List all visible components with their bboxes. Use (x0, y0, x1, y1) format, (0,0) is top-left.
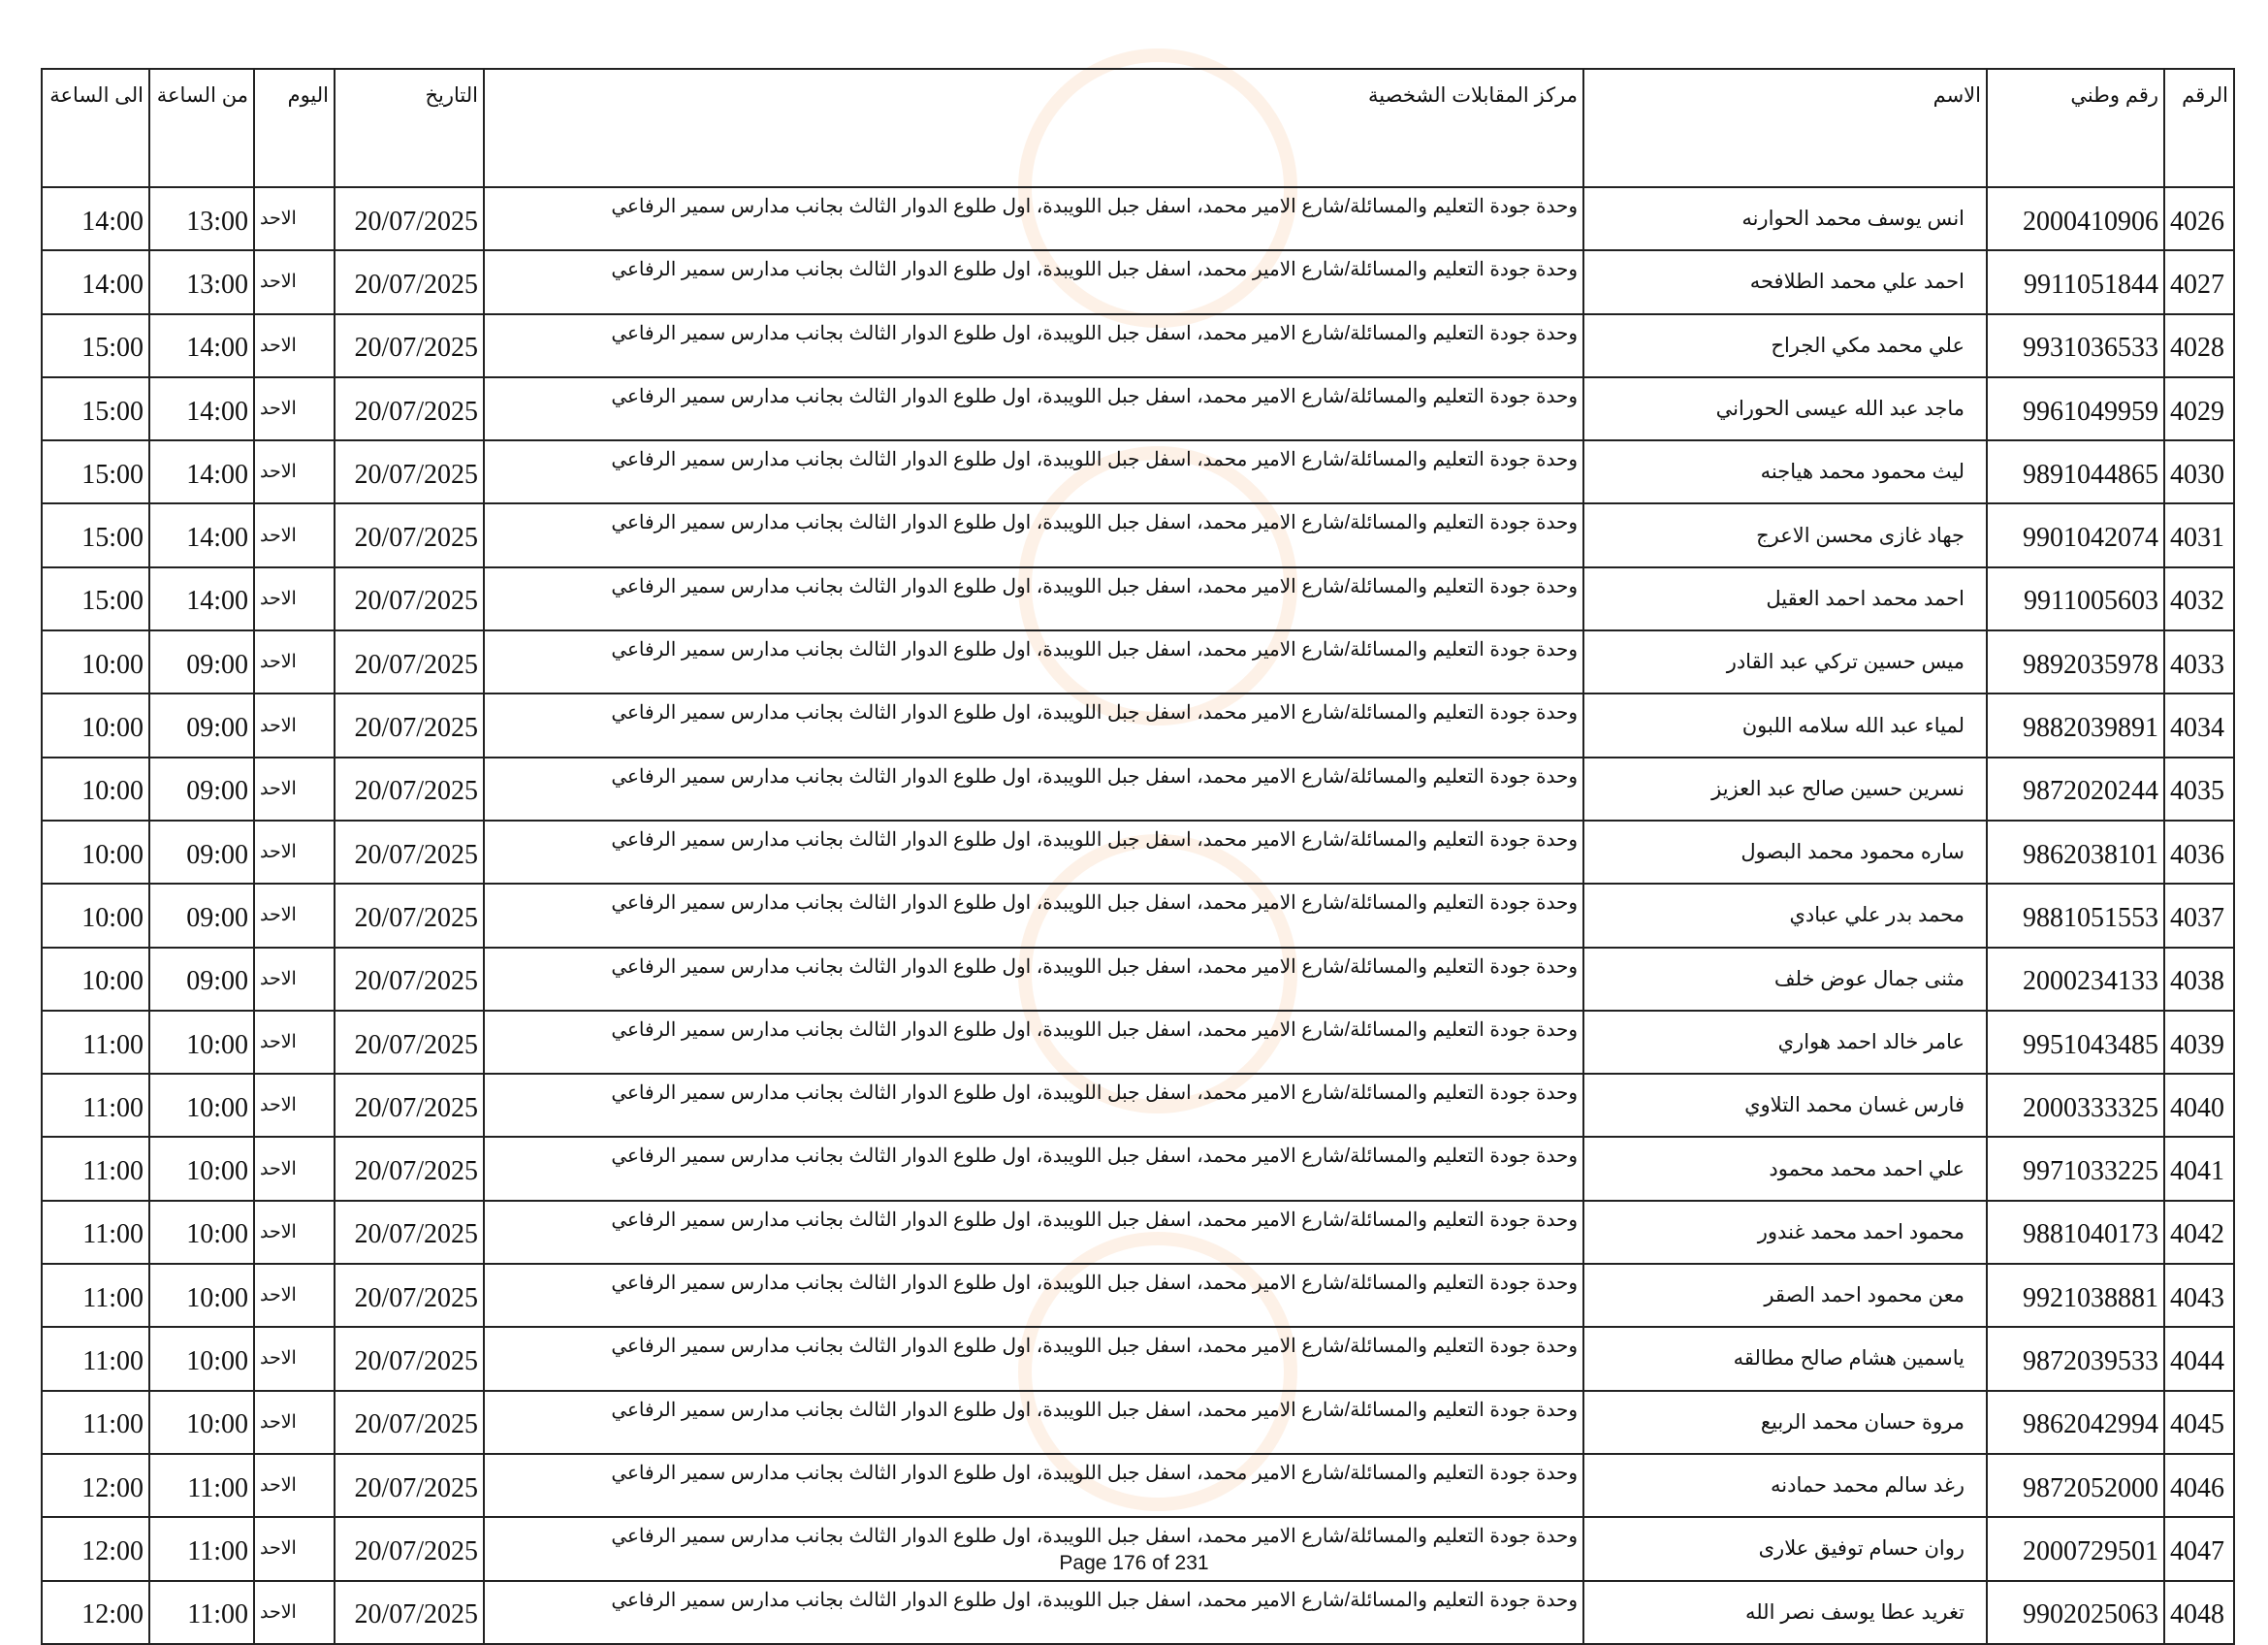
cell-day: الاحد (254, 377, 335, 440)
cell-name: ليث محمود محمد هياجنه (1583, 440, 1987, 503)
cell-national-id: 9961049959 (1987, 377, 2164, 440)
cell-center: وحدة جودة التعليم والمسائلة/شارع الامير محمد، اسفل جبل اللويبدة، اول طلوع الدوار الثالث بجانب مدارس سمير الرفاعي (484, 884, 1583, 947)
cell-national-id: 2000410906 (1987, 187, 2164, 250)
cell-name: تغريد عطا يوسف نصر الله (1583, 1581, 1987, 1644)
cell-from: 13:00 (149, 187, 254, 250)
cell-day: الاحد (254, 567, 335, 630)
cell-center: وحدة جودة التعليم والمسائلة/شارع الامير محمد، اسفل جبل اللويبدة، اول طلوع الدوار الثالث بجانب مدارس سمير الرفاعي (484, 377, 1583, 440)
cell-center: وحدة جودة التعليم والمسائلة/شارع الامير محمد، اسفل جبل اللويبدة، اول طلوع الدوار الثالث بجانب مدارس سمير الرفاعي (484, 1011, 1583, 1074)
cell-to: 10:00 (42, 821, 149, 884)
cell-num: 4030 (2164, 440, 2234, 503)
cell-name: مثنى جمال عوض خلف (1583, 948, 1987, 1011)
cell-center: وحدة جودة التعليم والمسائلة/شارع الامير محمد، اسفل جبل اللويبدة، اول طلوع الدوار الثالث بجانب مدارس سمير الرفاعي (484, 1137, 1583, 1200)
cell-from: 14:00 (149, 503, 254, 566)
cell-day: الاحد (254, 1011, 335, 1074)
header-from: من الساعة (149, 69, 254, 187)
cell-day: الاحد (254, 250, 335, 313)
cell-date: 20/07/2025 (335, 693, 484, 757)
cell-to: 15:00 (42, 440, 149, 503)
cell-date: 20/07/2025 (335, 503, 484, 566)
cell-num: 4034 (2164, 693, 2234, 757)
cell-national-id: 9881040173 (1987, 1201, 2164, 1264)
cell-national-id: 9862042994 (1987, 1391, 2164, 1454)
cell-name: عامر خالد احمد هواري (1583, 1011, 1987, 1074)
table-row (42, 821, 2234, 884)
cell-day: الاحد (254, 693, 335, 757)
cell-name: احمد علي محمد الطلافحه (1583, 250, 1987, 313)
cell-date: 20/07/2025 (335, 1264, 484, 1327)
cell-to: 11:00 (42, 1327, 149, 1390)
table-row (42, 440, 2234, 503)
cell-national-id: 2000333325 (1987, 1074, 2164, 1137)
cell-to: 10:00 (42, 948, 149, 1011)
cell-center: وحدة جودة التعليم والمسائلة/شارع الامير محمد، اسفل جبل اللويبدة، اول طلوع الدوار الثالث بجانب مدارس سمير الرفاعي (484, 1074, 1583, 1137)
cell-date: 20/07/2025 (335, 821, 484, 884)
cell-to: 12:00 (42, 1581, 149, 1644)
cell-from: 09:00 (149, 948, 254, 1011)
cell-day: الاحد (254, 948, 335, 1011)
cell-center: وحدة جودة التعليم والمسائلة/شارع الامير محمد، اسفل جبل اللويبدة، اول طلوع الدوار الثالث بجانب مدارس سمير الرفاعي (484, 1264, 1583, 1327)
cell-day: الاحد (254, 1581, 335, 1644)
table-row (42, 1454, 2234, 1517)
cell-national-id: 9892035978 (1987, 630, 2164, 693)
cell-name: معن محمود احمد الصقر (1583, 1264, 1987, 1327)
cell-name: محمد بدر علي عبادي (1583, 884, 1987, 947)
table-row (42, 1327, 2234, 1390)
cell-name: علي احمد محمد محمود (1583, 1137, 1987, 1200)
cell-day: الاحد (254, 314, 335, 377)
cell-to: 11:00 (42, 1264, 149, 1327)
table-row (42, 503, 2234, 566)
cell-to: 10:00 (42, 693, 149, 757)
cell-num: 4027 (2164, 250, 2234, 313)
table-row (42, 1581, 2234, 1644)
cell-date: 20/07/2025 (335, 1454, 484, 1517)
cell-to: 11:00 (42, 1201, 149, 1264)
cell-name: محمود احمد محمد غندور (1583, 1201, 1987, 1264)
cell-center: وحدة جودة التعليم والمسائلة/شارع الامير محمد، اسفل جبل اللويبدة، اول طلوع الدوار الثالث بجانب مدارس سمير الرفاعي (484, 187, 1583, 250)
cell-from: 14:00 (149, 567, 254, 630)
cell-name: لمياء عبد الله سلامه اللبون (1583, 693, 1987, 757)
cell-date: 20/07/2025 (335, 1517, 484, 1580)
cell-date: 20/07/2025 (335, 1391, 484, 1454)
cell-to: 15:00 (42, 314, 149, 377)
cell-name: احمد محمد احمد العقيل (1583, 567, 1987, 630)
cell-national-id: 9881051553 (1987, 884, 2164, 947)
cell-num: 4036 (2164, 821, 2234, 884)
cell-num: 4043 (2164, 1264, 2234, 1327)
cell-num: 4044 (2164, 1327, 2234, 1390)
table-row (42, 567, 2234, 630)
cell-name: نسرين حسين صالح عبد العزيز (1583, 758, 1987, 821)
table-row (42, 1011, 2234, 1074)
cell-day: الاحد (254, 821, 335, 884)
cell-num: 4039 (2164, 1011, 2234, 1074)
cell-center: وحدة جودة التعليم والمسائلة/شارع الامير محمد، اسفل جبل اللويبدة، اول طلوع الدوار الثالث بجانب مدارس سمير الرفاعي (484, 1201, 1583, 1264)
cell-national-id: 9971033225 (1987, 1137, 2164, 1200)
cell-num: 4026 (2164, 187, 2234, 250)
cell-center: وحدة جودة التعليم والمسائلة/شارع الامير محمد، اسفل جبل اللويبدة، اول طلوع الدوار الثالث بجانب مدارس سمير الرفاعي (484, 758, 1583, 821)
cell-day: الاحد (254, 1137, 335, 1200)
cell-center: وحدة جودة التعليم والمسائلة/شارع الامير محمد، اسفل جبل اللويبدة، اول طلوع الدوار الثالث بجانب مدارس سمير الرفاعي (484, 948, 1583, 1011)
cell-to: 15:00 (42, 377, 149, 440)
cell-from: 10:00 (149, 1264, 254, 1327)
cell-num: 4028 (2164, 314, 2234, 377)
cell-num: 4035 (2164, 758, 2234, 821)
cell-national-id: 9872039533 (1987, 1327, 2164, 1390)
cell-date: 20/07/2025 (335, 1137, 484, 1200)
cell-from: 10:00 (149, 1137, 254, 1200)
cell-center: وحدة جودة التعليم والمسائلة/شارع الامير محمد، اسفل جبل اللويبدة، اول طلوع الدوار الثالث بجانب مدارس سمير الرفاعي (484, 821, 1583, 884)
cell-from: 09:00 (149, 884, 254, 947)
cell-to: 11:00 (42, 1074, 149, 1137)
cell-national-id: 9882039891 (1987, 693, 2164, 757)
cell-day: الاحد (254, 1391, 335, 1454)
cell-name: ساره محمود محمد البصول (1583, 821, 1987, 884)
cell-num: 4045 (2164, 1391, 2234, 1454)
cell-name: ميس حسين تركي عبد القادر (1583, 630, 1987, 693)
table-row (42, 377, 2234, 440)
cell-national-id: 9931036533 (1987, 314, 2164, 377)
cell-day: الاحد (254, 1327, 335, 1390)
cell-date: 20/07/2025 (335, 250, 484, 313)
cell-center: وحدة جودة التعليم والمسائلة/شارع الامير محمد، اسفل جبل اللويبدة، اول طلوع الدوار الثالث بجانب مدارس سمير الرفاعي (484, 1391, 1583, 1454)
table-row (42, 1201, 2234, 1264)
cell-from: 09:00 (149, 758, 254, 821)
cell-from: 09:00 (149, 693, 254, 757)
cell-center: وحدة جودة التعليم والمسائلة/شارع الامير محمد، اسفل جبل اللويبدة، اول طلوع الدوار الثالث بجانب مدارس سمير الرفاعي (484, 314, 1583, 377)
header-name: الاسم (1583, 69, 1987, 187)
cell-national-id: 2000234133 (1987, 948, 2164, 1011)
cell-national-id: 2000729501 (1987, 1517, 2164, 1580)
cell-date: 20/07/2025 (335, 758, 484, 821)
cell-to: 12:00 (42, 1517, 149, 1580)
cell-day: الاحد (254, 1074, 335, 1137)
cell-day: الاحد (254, 884, 335, 947)
cell-center: وحدة جودة التعليم والمسائلة/شارع الامير محمد، اسفل جبل اللويبدة، اول طلوع الدوار الثالث بجانب مدارس سمير الرفاعي (484, 567, 1583, 630)
cell-num: 4041 (2164, 1137, 2234, 1200)
cell-date: 20/07/2025 (335, 187, 484, 250)
cell-from: 11:00 (149, 1454, 254, 1517)
cell-date: 20/07/2025 (335, 884, 484, 947)
cell-date: 20/07/2025 (335, 1011, 484, 1074)
cell-day: الاحد (254, 630, 335, 693)
cell-date: 20/07/2025 (335, 630, 484, 693)
cell-name: ماجد عبد الله عيسى الحوراني (1583, 377, 1987, 440)
cell-num: 4029 (2164, 377, 2234, 440)
cell-name: فارس غسان محمد التلاوي (1583, 1074, 1987, 1137)
table-row (42, 250, 2234, 313)
cell-to: 11:00 (42, 1011, 149, 1074)
table-row (42, 1264, 2234, 1327)
cell-national-id: 9911005603 (1987, 567, 2164, 630)
header-national-id: رقم وطني (1987, 69, 2164, 187)
cell-from: 09:00 (149, 821, 254, 884)
table-row (42, 1074, 2234, 1137)
cell-from: 14:00 (149, 314, 254, 377)
cell-center: وحدة جودة التعليم والمسائلة/شارع الامير محمد، اسفل جبل اللويبدة، اول طلوع الدوار الثالث بجانب مدارس سمير الرفاعي (484, 250, 1583, 313)
cell-from: 10:00 (149, 1391, 254, 1454)
cell-name: ياسمين هشام صالح مطالقه (1583, 1327, 1987, 1390)
cell-from: 11:00 (149, 1581, 254, 1644)
table-row (42, 948, 2234, 1011)
cell-day: الاحد (254, 187, 335, 250)
cell-to: 15:00 (42, 503, 149, 566)
interview-schedule-table (41, 68, 2235, 1645)
cell-num: 4046 (2164, 1454, 2234, 1517)
cell-to: 10:00 (42, 630, 149, 693)
cell-num: 4042 (2164, 1201, 2234, 1264)
cell-date: 20/07/2025 (335, 1581, 484, 1644)
cell-day: الاحد (254, 1454, 335, 1517)
cell-num: 4032 (2164, 567, 2234, 630)
table-row (42, 187, 2234, 250)
cell-name: علي محمد مكي الجراح (1583, 314, 1987, 377)
cell-date: 20/07/2025 (335, 1201, 484, 1264)
cell-num: 4040 (2164, 1074, 2234, 1137)
cell-national-id: 9951043485 (1987, 1011, 2164, 1074)
header-day: اليوم (254, 69, 335, 187)
cell-center: وحدة جودة التعليم والمسائلة/شارع الامير محمد، اسفل جبل اللويبدة، اول طلوع الدوار الثالث بجانب مدارس سمير الرفاعي (484, 503, 1583, 566)
cell-num: 4037 (2164, 884, 2234, 947)
header-row (42, 69, 2234, 187)
cell-date: 20/07/2025 (335, 1074, 484, 1137)
cell-date: 20/07/2025 (335, 1327, 484, 1390)
cell-date: 20/07/2025 (335, 314, 484, 377)
cell-from: 10:00 (149, 1201, 254, 1264)
cell-to: 11:00 (42, 1391, 149, 1454)
cell-center: وحدة جودة التعليم والمسائلة/شارع الامير محمد، اسفل جبل اللويبدة، اول طلوع الدوار الثالث بجانب مدارس سمير الرفاعي (484, 693, 1583, 757)
cell-day: الاحد (254, 758, 335, 821)
page-number: Page 176 of 231 (1059, 1552, 1209, 1574)
header-center: مركز المقابلات الشخصية (484, 69, 1583, 187)
cell-num: 4033 (2164, 630, 2234, 693)
cell-name: روان حسام توفيق علارى (1583, 1517, 1987, 1580)
cell-from: 10:00 (149, 1011, 254, 1074)
cell-day: الاحد (254, 1517, 335, 1580)
cell-day: الاحد (254, 440, 335, 503)
cell-to: 14:00 (42, 187, 149, 250)
cell-center: وحدة جودة التعليم والمسائلة/شارع الامير محمد، اسفل جبل اللويبدة، اول طلوع الدوار الثالث بجانب مدارس سمير الرفاعي (484, 1581, 1583, 1644)
cell-national-id: 9901042074 (1987, 503, 2164, 566)
cell-from: 14:00 (149, 377, 254, 440)
table-row (42, 693, 2234, 757)
cell-to: 12:00 (42, 1454, 149, 1517)
table-row (42, 884, 2234, 947)
table-row (42, 1391, 2234, 1454)
header-date: التاريخ (335, 69, 484, 187)
cell-num: 4038 (2164, 948, 2234, 1011)
cell-national-id: 9872052000 (1987, 1454, 2164, 1517)
cell-num: 4031 (2164, 503, 2234, 566)
cell-to: 10:00 (42, 758, 149, 821)
cell-num: 4048 (2164, 1581, 2234, 1644)
cell-date: 20/07/2025 (335, 567, 484, 630)
cell-national-id: 9902025063 (1987, 1581, 2164, 1644)
cell-from: 10:00 (149, 1074, 254, 1137)
cell-day: الاحد (254, 1264, 335, 1327)
cell-name: جهاد غازى محسن الاعرج (1583, 503, 1987, 566)
cell-name: انس يوسف محمد الحوارنه (1583, 187, 1987, 250)
table-row (42, 758, 2234, 821)
cell-national-id: 9911051844 (1987, 250, 2164, 313)
cell-to: 14:00 (42, 250, 149, 313)
cell-num: 4047 (2164, 1517, 2234, 1580)
cell-national-id: 9921038881 (1987, 1264, 2164, 1327)
cell-to: 10:00 (42, 884, 149, 947)
table-row (42, 1137, 2234, 1200)
cell-center: وحدة جودة التعليم والمسائلة/شارع الامير محمد، اسفل جبل اللويبدة، اول طلوع الدوار الثالث بجانب مدارس سمير الرفاعي (484, 630, 1583, 693)
cell-center: وحدة جودة التعليم والمسائلة/شارع الامير محمد، اسفل جبل اللويبدة، اول طلوع الدوار الثالث بجانب مدارس سمير الرفاعي (484, 1454, 1583, 1517)
cell-center: وحدة جودة التعليم والمسائلة/شارع الامير محمد، اسفل جبل اللويبدة، اول طلوع الدوار الثالث بجانب مدارس سمير الرفاعي (484, 1327, 1583, 1390)
header-num: الرقم (2164, 69, 2234, 187)
cell-from: 09:00 (149, 630, 254, 693)
cell-from: 11:00 (149, 1517, 254, 1580)
cell-from: 13:00 (149, 250, 254, 313)
cell-to: 15:00 (42, 567, 149, 630)
cell-name: رغد سالم محمد حمادنه (1583, 1454, 1987, 1517)
cell-name: مروة حسان محمد الربيع (1583, 1391, 1987, 1454)
table-row (42, 314, 2234, 377)
cell-center: وحدة جودة التعليم والمسائلة/شارع الامير محمد، اسفل جبل اللويبدة، اول طلوع الدوار الثالث بجانب مدارس سمير الرفاعي (484, 440, 1583, 503)
cell-to: 11:00 (42, 1137, 149, 1200)
header-to: الى الساعة (42, 69, 149, 187)
cell-from: 14:00 (149, 440, 254, 503)
cell-from: 10:00 (149, 1327, 254, 1390)
cell-date: 20/07/2025 (335, 377, 484, 440)
cell-day: الاحد (254, 503, 335, 566)
cell-date: 20/07/2025 (335, 440, 484, 503)
cell-national-id: 9862038101 (1987, 821, 2164, 884)
table-row (42, 630, 2234, 693)
cell-day: الاحد (254, 1201, 335, 1264)
cell-date: 20/07/2025 (335, 948, 484, 1011)
cell-center: وحدة جودة التعليم والمسائلة/شارع الامير محمد، اسفل جبل اللويبدة، اول طلوع الدوار الثالث بجانب مدارس سمير الرفاعي (484, 1517, 1583, 1580)
cell-national-id: 9891044865 (1987, 440, 2164, 503)
cell-national-id: 9872020244 (1987, 758, 2164, 821)
